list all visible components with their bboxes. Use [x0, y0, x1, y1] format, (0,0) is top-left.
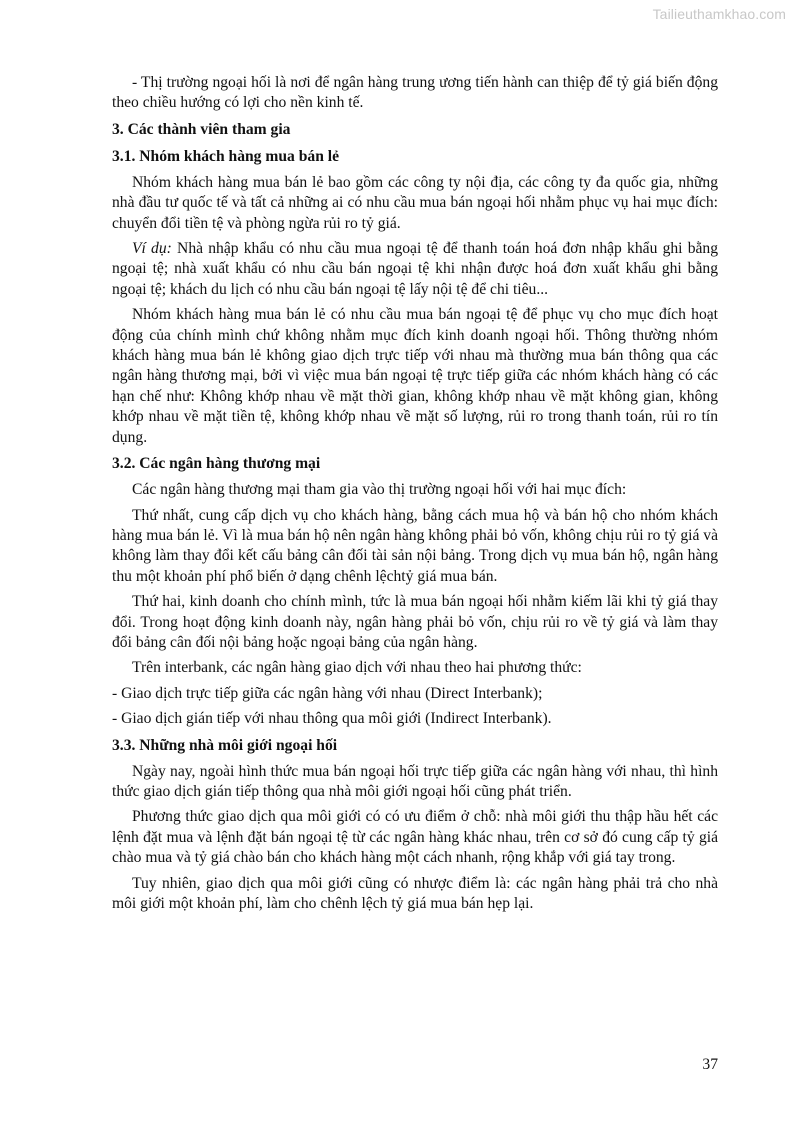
example-label: Ví dụ:	[132, 240, 172, 258]
page-number: 37	[702, 1056, 718, 1073]
watermark: Tailieuthamkhao.com	[652, 6, 786, 22]
section-3-1-example-paragraph	[112, 239, 718, 300]
example-text: Nhà nhập khẩu có nhu cầu mua ngoại tệ để thanh toán hoá đơn nhập khẩu ghi bằng ngoại tệ; nhà xuất khẩu có nhu cầu bán ngoại tệ khi nhận được hoá đơn xuất khẩu ghi bằng ngoại tệ; khách du lịch có nhu cầu bán ngoại tệ lấy nội tệ để chi tiêu...	[112, 240, 719, 298]
section-3-heading: 3. Các thành viên tham gia	[112, 120, 291, 138]
section-3-3-paragraph-2: Phương thức giao dịch qua môi giới có có ưu điểm ở chỗ: nhà môi giới thu thập hầu hết các lệnh đặt mua và lệnh đặt bán ngoại tệ từ các ngân hàng khác nhau, trên cơ sở đó cung cấp tỷ giá chào mua và tỷ giá chào bán cho khách hàng một cách nhanh, rộng khắp với giá tay trong.	[112, 808, 718, 867]
section-3-1-paragraph-3: Nhóm khách hàng mua bán lẻ có nhu cầu mua bán ngoại tệ để phục vụ cho mục đích hoạt động của chính mình chứ không nhằm mục đích kinh doanh ngoại hối. Thông thường nhóm khách hàng mua bán lẻ không giao dịch trực tiếp với nhau mà thường mua bán thông qua các ngân hàng thương mại, bởi vì việc mua bán ngoại tệ trực tiếp giữa các nhóm khách hàng có các hạn chế như: Không khớp nhau về mặt thời gian, không khớp nhau về mặt không gian, không khớp nhau về mặt tiền tệ, không khớp nhau về mặt số lượng, rủi ro trong thanh toán, rủi ro tín dụng.	[112, 306, 718, 446]
section-3-2-paragraph-4: Trên interbank, các ngân hàng giao dịch với nhau theo hai phương thức:	[132, 659, 582, 677]
section-3-3-paragraph-3: Tuy nhiên, giao dịch qua môi giới cũng có nhược điểm là: các ngân hàng phải trả cho nhà môi giới một khoản phí, làm cho chênh lệch tỷ giá mua bán hẹp lại.	[112, 874, 718, 912]
list-item-direct-interbank: - Giao dịch trực tiếp giữa các ngân hàng với nhau (Direct Interbank);	[112, 684, 543, 702]
section-3-3-paragraph-1: Ngày nay, ngoài hình thức mua bán ngoại hối trực tiếp giữa các ngân hàng với nhau, thì hình thức giao dịch gián tiếp thông qua nhà môi giới ngoại hối cũng phát triển.	[112, 762, 718, 800]
section-3-2-paragraph-3: Thứ hai, kinh doanh cho chính mình, tức là mua bán ngoại hối nhằm kiếm lãi khi tỷ giá thay đổi. Trong hoạt động kinh doanh này, ngân hàng phải bỏ vốn, chịu rủi ro về tỷ giá và làm thay đổi bảng cân đối nội bảng hoặc ngoại bảng của ngân hàng.	[112, 593, 718, 651]
list-item-indirect-interbank: - Giao dịch gián tiếp với nhau thông qua môi giới (Indirect Interbank).	[112, 710, 552, 728]
section-3-2-paragraph-2: Thứ nhất, cung cấp dịch vụ cho khách hàng, bằng cách mua hộ và bán hộ cho nhóm khách hàng mua bán lẻ. Vì là mua bán hộ nên ngân hàng không phải bỏ vốn, không chịu rủi ro tỷ giá và không làm thay đổi kết cấu bảng cân đối tài sản nội bảng. Trong dịch vụ mua bán hộ, ngân hàng thu một khoản phí phổ biến ở dạng chênh lệchtỷ giá mua bán.	[112, 506, 719, 585]
section-3-1-heading: 3.1. Nhóm khách hàng mua bán lẻ	[112, 147, 340, 165]
section-3-1-paragraph-1: Nhóm khách hàng mua bán lẻ bao gồm các công ty nội địa, các công ty đa quốc gia, những nhà đầu tư quốc tế và tất cả những ai có nhu cầu mua bán ngoại hối nhằm phục vụ hai mục đích: chuyển đổi tiền tệ và phòng ngừa rủi ro tỷ giá.	[112, 173, 718, 232]
section-3-2-heading: 3.2. Các ngân hàng thương mại	[112, 455, 321, 473]
intro-paragraph: - Thị trường ngoại hối là nơi để ngân hàng trung ương tiến hành can thiệp để tỷ giá biến động theo chiều hướng có lợi cho nền kinh tế.	[112, 74, 718, 112]
section-3-2-paragraph-1: Các ngân hàng thương mại tham gia vào thị trường ngoại hối với hai mục đích:	[132, 481, 627, 499]
page-content	[112, 73, 718, 919]
section-3-3-heading: 3.3. Những nhà môi giới ngoại hối	[112, 736, 338, 754]
